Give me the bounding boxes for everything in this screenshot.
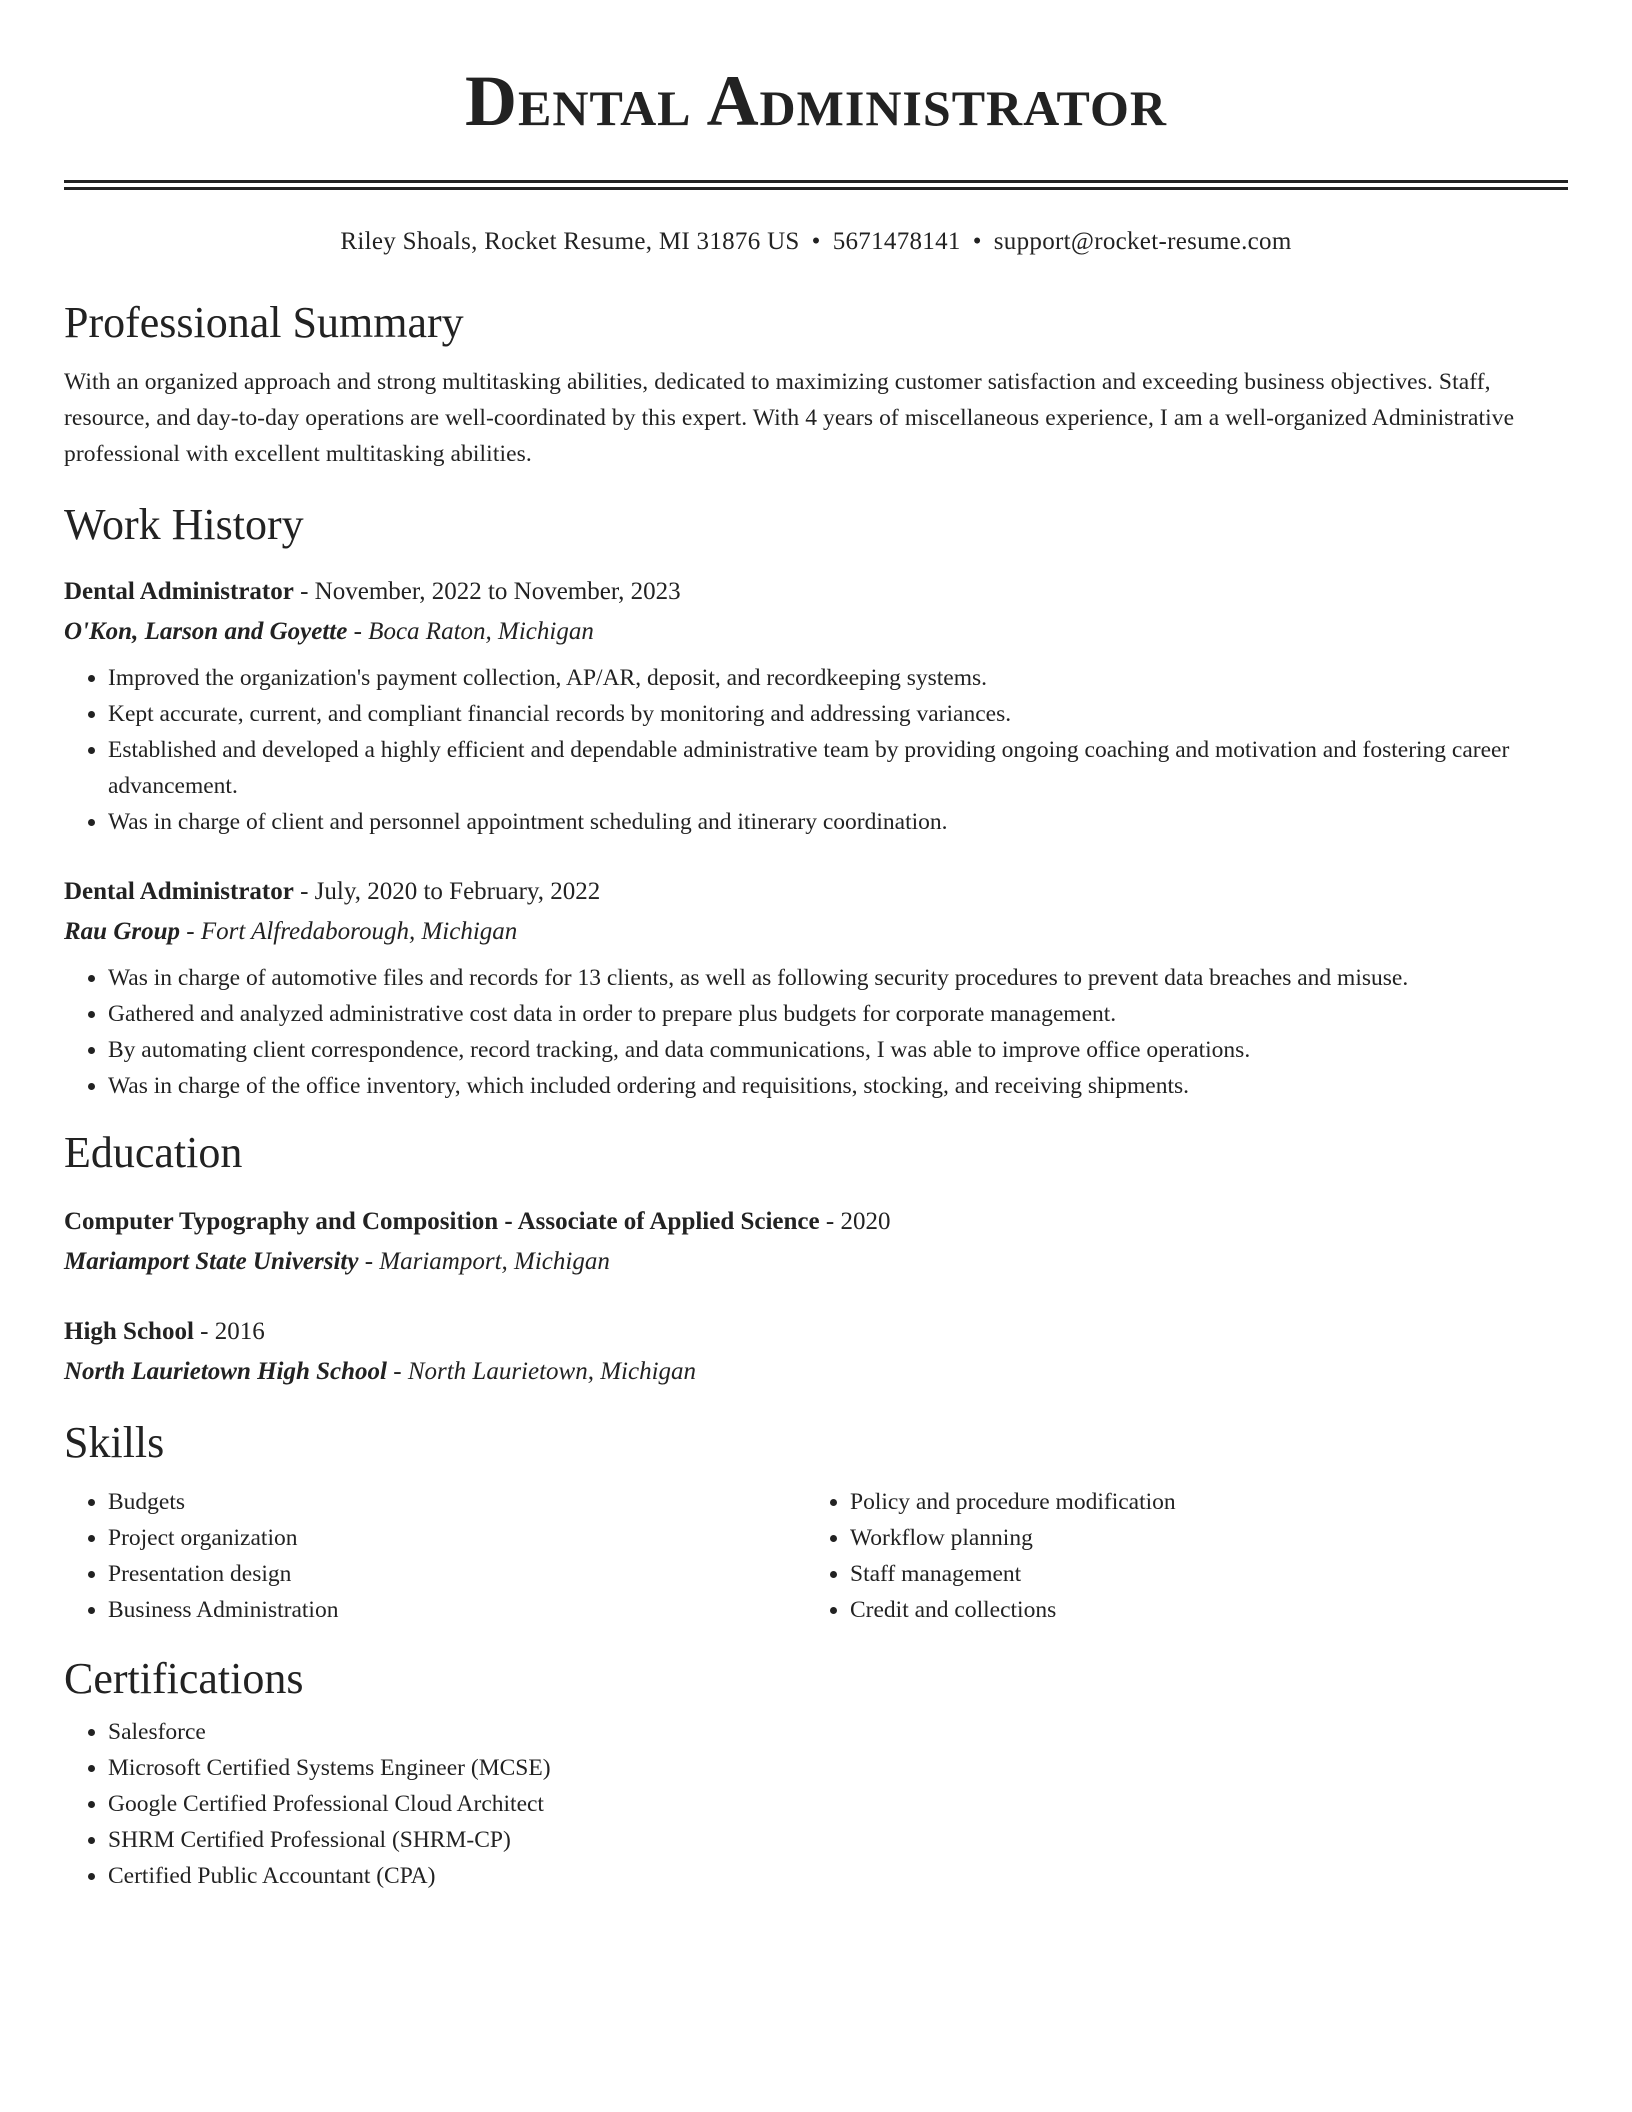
- job-dates: - November, 2022 to November, 2023: [293, 578, 681, 605]
- education-school: North Laurietown High School: [64, 1358, 387, 1385]
- education-degree: Computer Typography and Composition - Associate of Applied Science: [64, 1208, 820, 1235]
- education-school-line: [64, 1242, 1568, 1282]
- education-degree-line: [64, 1312, 1568, 1352]
- education-degree: High School: [64, 1318, 194, 1345]
- contact-phone: 5671478141: [832, 228, 961, 255]
- list-item: • Was in charge of automotive files and records for 13 clients, as well as following security procedures to prevent data breaches and misuse.: [108, 960, 1568, 996]
- certifications-list: [64, 1714, 1568, 1894]
- skills-grid: [64, 1484, 1568, 1628]
- contact-separator: •: [972, 228, 982, 255]
- list-item: • Certified Public Accountant (CPA): [108, 1858, 1568, 1894]
- summary-heading: Professional Summary: [64, 298, 464, 347]
- job-entry: [64, 572, 1568, 840]
- education-entry: [64, 1202, 1568, 1282]
- job-role: Dental Administrator: [64, 878, 294, 905]
- job-role: Dental Administrator: [64, 578, 294, 605]
- job-location: - Fort Alfredaborough, Michigan: [180, 918, 518, 945]
- education-school-line: [64, 1352, 1568, 1392]
- list-item: • Improved the organization's payment collection, AP/AR, deposit, and recordkeeping systems.: [108, 660, 1568, 696]
- list-item: • Was in charge of client and personnel appointment scheduling and itinerary coordination.: [108, 804, 1568, 840]
- job-dates: - July, 2020 to February, 2022: [293, 878, 601, 905]
- resume-name: Dental Administrator: [464, 61, 1167, 141]
- list-item: • Gathered and analyzed administrative cost data in order to prepare plus budgets for corporate management.: [108, 996, 1568, 1032]
- contact-address: Riley Shoals, Rocket Resume, MI 31876 US: [340, 228, 800, 255]
- education-degree-line: [64, 1202, 1568, 1242]
- job-bullets: [64, 960, 1568, 1104]
- list-item: • Google Certified Professional Cloud Architect: [108, 1786, 1568, 1822]
- job-title-line: [64, 572, 1568, 612]
- education-location: - Mariamport, Michigan: [358, 1248, 610, 1275]
- list-item: • Established and developed a highly efficient and dependable administrative team by providing ongoing coaching and motivation and fostering career advancement.: [108, 732, 1568, 804]
- list-item: • Business Administration: [108, 1592, 806, 1628]
- list-item: • Kept accurate, current, and compliant financial records by monitoring and addressing variances.: [108, 696, 1568, 732]
- job-company: O'Kon, Larson and Goyette: [64, 618, 348, 645]
- job-company-line: [64, 912, 1568, 952]
- job-location: - Boca Raton, Michigan: [347, 618, 594, 645]
- skills-column-left: [64, 1484, 806, 1628]
- list-item: • By automating client correspondence, record tracking, and data communications, I was able to improve office operations.: [108, 1032, 1568, 1068]
- job-company: Rau Group: [64, 918, 181, 945]
- skills-heading: Skills: [64, 1418, 165, 1467]
- list-item: • Policy and procedure modification: [850, 1484, 1548, 1520]
- list-item: • SHRM Certified Professional (SHRM-CP): [108, 1822, 1568, 1858]
- education-heading: Education: [64, 1128, 243, 1177]
- job-bullets: [64, 660, 1568, 840]
- list-item: • Budgets: [108, 1484, 806, 1520]
- summary-text: With an organized approach and strong multitasking abilities, dedicated to maximizing customer satisfaction and exceeding business objectives. Staff, resource, and day-to-day operations are well-coordinated by this expert. With 4 years of miscellaneous experience, I am a well-organized Administrative professional with excellent multitasking abilities.: [64, 369, 1515, 467]
- list-item: • Presentation design: [108, 1556, 806, 1592]
- education-entry: [64, 1312, 1568, 1392]
- list-item: • Staff management: [850, 1556, 1548, 1592]
- certifications-heading: Certifications: [64, 1654, 304, 1703]
- education-school: Mariamport State University: [64, 1248, 359, 1275]
- contact-separator: •: [811, 228, 821, 255]
- header-divider: [64, 180, 1568, 190]
- work-history-heading: Work History: [64, 500, 304, 549]
- list-item: • Was in charge of the office inventory, which included ordering and requisitions, stocking, and receiving shipments.: [108, 1068, 1568, 1104]
- education-year: - 2020: [819, 1208, 891, 1235]
- contact-line: [64, 226, 1568, 258]
- list-item: • Project organization: [108, 1520, 806, 1556]
- job-company-line: [64, 612, 1568, 652]
- education-year: - 2016: [193, 1318, 265, 1345]
- list-item: • Microsoft Certified Systems Engineer (MCSE): [108, 1750, 1568, 1786]
- job-entry: [64, 872, 1568, 1104]
- list-item: • Credit and collections: [850, 1592, 1548, 1628]
- list-item: • Workflow planning: [850, 1520, 1548, 1556]
- job-title-line: [64, 872, 1568, 912]
- skills-column-right: [806, 1484, 1548, 1628]
- contact-email: support@rocket-resume.com: [993, 228, 1292, 255]
- education-location: - North Laurietown, Michigan: [387, 1358, 697, 1385]
- list-item: • Salesforce: [108, 1714, 1568, 1750]
